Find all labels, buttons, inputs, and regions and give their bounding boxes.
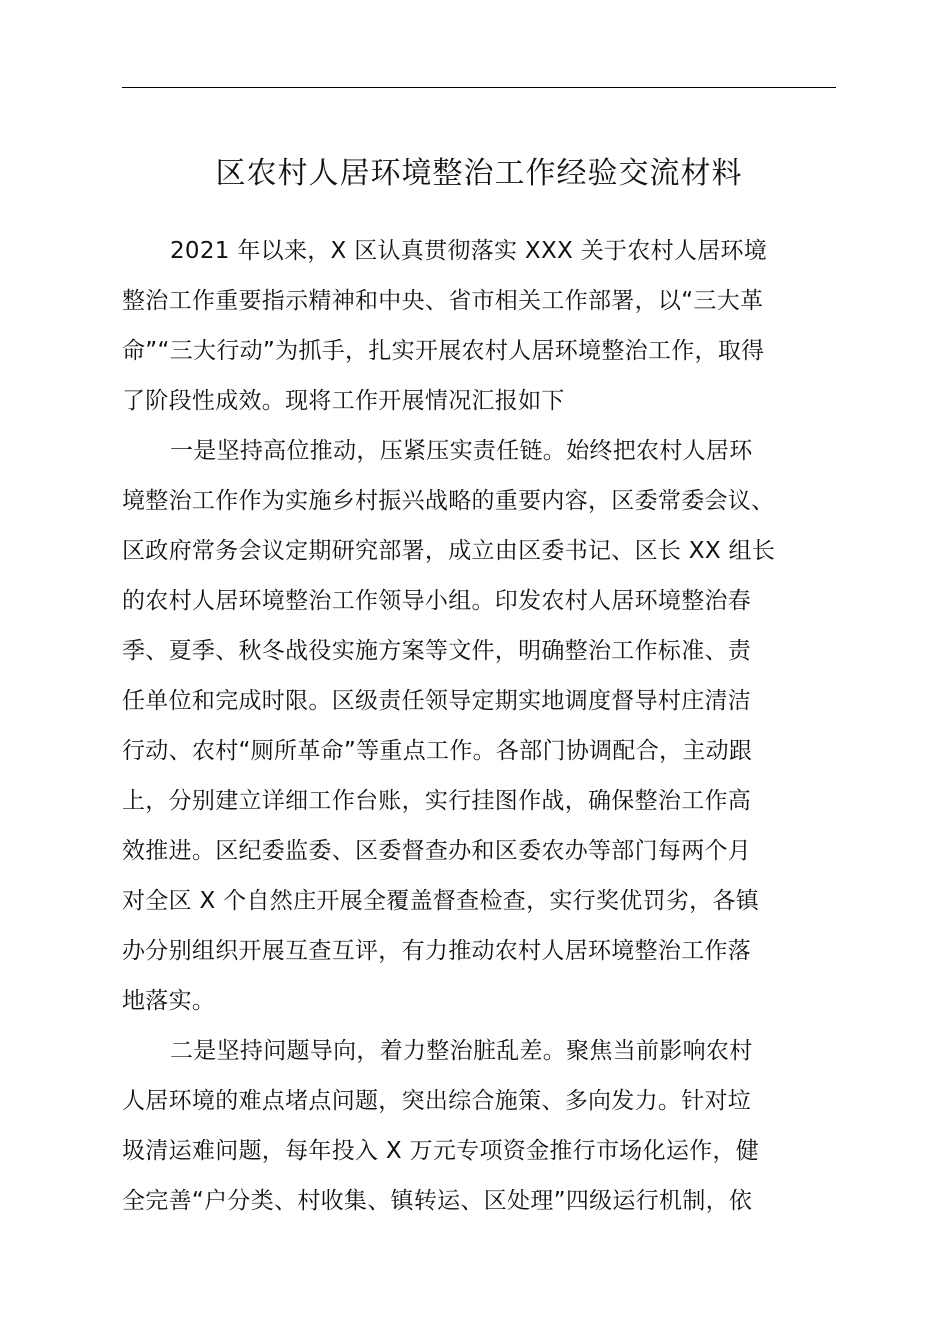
paragraph-line: 全完善“户分类、村收集、镇转运、区处理”四级运行机制，依 xyxy=(122,1188,753,1214)
document-title: 区农村人居环境整治工作经验交流材料 xyxy=(215,156,743,191)
paragraph-line: 命”“三大行动”为抓手，扎实开展农村人居环境整治工作，取得 xyxy=(122,338,765,364)
paragraph-intro xyxy=(122,226,852,426)
paragraph-problem-oriented xyxy=(122,1026,852,1226)
paragraph-line: 地落实。 xyxy=(122,988,216,1014)
paragraph-line: 2021 年以来，X 区认真贯彻落实 XXX 关于农村人居环境 xyxy=(170,238,768,264)
paragraph-line: 的农村人居环境整治工作领导小组。印发农村人居环境整治春 xyxy=(122,588,752,614)
document-body xyxy=(122,226,852,1226)
paragraph-line: 一是坚持高位推动，压紧压实责任链。始终把农村人居环 xyxy=(170,438,753,464)
paragraph-line: 二是坚持问题导向，着力整治脏乱差。聚焦当前影响农村 xyxy=(170,1038,753,1064)
paragraph-line: 任单位和完成时限。区级责任领导定期实地调度督导村庄清洁 xyxy=(122,688,752,714)
paragraph-line: 办分别组织开展互查互评，有力推动农村人居环境整治工作落 xyxy=(122,938,752,964)
paragraph-line: 季、夏季、秋冬战役实施方案等文件，明确整治工作标准、责 xyxy=(122,638,752,664)
paragraph-line: 上，分别建立详细工作台账，实行挂图作战，确保整治工作高 xyxy=(122,788,752,814)
paragraph-line: 效推进。区纪委监委、区委督查办和区委农办等部门每两个月 xyxy=(122,838,752,864)
paragraph-line: 了阶段性成效。现将工作开展情况汇报如下 xyxy=(122,388,565,414)
paragraph-line: 区政府常务会议定期研究部署，成立由区委书记、区长 XX 组长 xyxy=(122,538,776,564)
paragraph-line: 境整治工作作为实施乡村振兴战略的重要内容，区委常委会议、 xyxy=(122,488,775,514)
paragraph-line: 人居环境的难点堵点问题，突出综合施策、多向发力。针对垃 xyxy=(122,1088,752,1114)
paragraph-line: 整治工作重要指示精神和中央、省市相关工作部署，以“三大革 xyxy=(122,288,764,314)
paragraph-line: 对全区 X 个自然庄开展全覆盖督查检查，实行奖优罚劣，各镇 xyxy=(122,888,760,914)
paragraph-high-level-promotion xyxy=(122,426,852,1026)
header-rule xyxy=(122,87,836,88)
paragraph-line: 行动、农村“厕所革命”等重点工作。各部门协调配合，主动跟 xyxy=(122,738,753,764)
paragraph-line: 圾清运难问题，每年投入 X 万元专项资金推行市场化运作，健 xyxy=(122,1138,760,1164)
